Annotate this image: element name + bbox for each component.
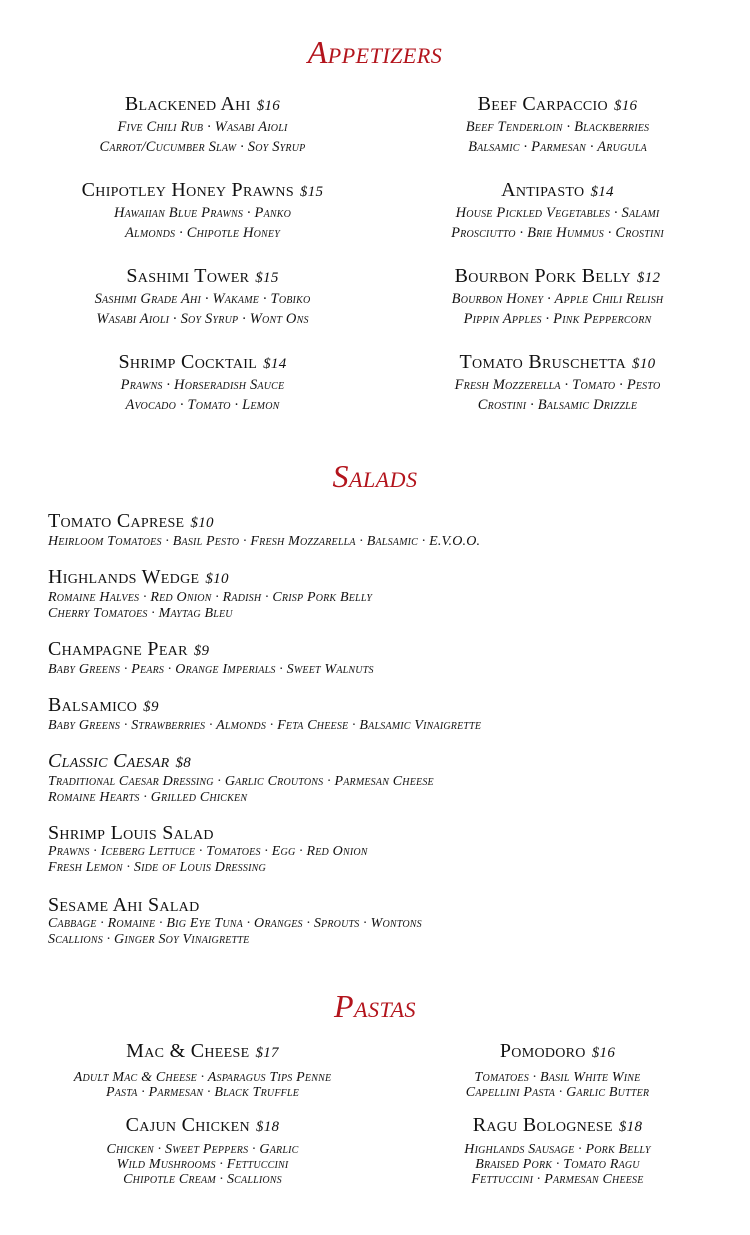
item-name: Sesame Ahi Salad	[48, 894, 200, 916]
item-price: $15	[299, 184, 324, 200]
item-description: Scallions · Ginger Soy Vinaigrette	[48, 932, 250, 947]
item-description: Carrot/Cucumber Slaw · Soy Syrup	[99, 139, 306, 155]
appetizers-heading: Appetizers	[307, 34, 443, 70]
item-price: $10	[190, 515, 214, 531]
item-description: Hawaiian Blue Prawns · Panko	[113, 205, 292, 221]
item-description: Wasabi Aioli · Soy Syrup · Wont Ons	[96, 311, 309, 327]
menu-item	[385, 265, 730, 351]
menu-item	[385, 93, 730, 179]
item-price: $14	[263, 356, 287, 372]
item-description: Avocado · Tomato · Lemon	[125, 397, 280, 413]
menu-item	[30, 1114, 375, 1188]
item-name: Chipotley Honey Prawns $15	[81, 179, 324, 201]
item-name: Tomato Bruschetta $10	[459, 351, 656, 373]
item-price: $18	[618, 1119, 643, 1135]
item-name: Balsamico $9	[48, 694, 159, 716]
item-description: Prawns · Iceberg Lettuce · Tomatoes · Egg · Red Onion	[48, 844, 368, 859]
salads-list	[48, 510, 728, 966]
menu-item	[48, 638, 728, 694]
item-description: Chicken · Sweet Peppers · Garlic	[106, 1142, 299, 1157]
item-name: Blackened Ahi $16	[124, 93, 281, 115]
item-price: $16	[591, 1045, 616, 1061]
item-description: Heirloom Tomatoes · Basil Pesto · Fresh Mozzarella · Balsamic · E.V.O.O.	[48, 534, 481, 549]
item-name: Mac & Cheese $17	[126, 1040, 279, 1062]
item-price: $9	[193, 643, 210, 659]
pastas-left-column	[30, 1040, 375, 1188]
item-description: Cabbage · Romaine · Big Eye Tuna · Oranges · Sprouts · Wontons	[48, 916, 422, 931]
item-name: Sashimi Tower $15	[126, 265, 279, 287]
item-description: Pippin Apples · Pink Peppercorn	[463, 311, 652, 327]
salads-heading: Salads	[332, 458, 418, 494]
item-description: Crostini · Balsamic Drizzle	[477, 397, 638, 413]
item-name: Shrimp Louis Salad	[48, 822, 214, 844]
menu-item	[48, 750, 728, 822]
item-name: Beef Carpaccio $16	[477, 93, 638, 115]
menu-item	[48, 510, 728, 566]
menu-item	[30, 1040, 375, 1114]
item-name: Highlands Wedge $10	[48, 566, 229, 588]
item-description: Wild Mushrooms · Fettuccini	[116, 1157, 289, 1172]
item-name: Bourbon Pork Belly $12	[454, 265, 661, 287]
item-price: $16	[256, 98, 281, 114]
item-description: Sashimi Grade Ahi · Wakame · Tobiko	[94, 291, 311, 307]
menu-item	[385, 179, 730, 265]
item-description: Baby Greens · Pears · Orange Imperials · Sweet Walnuts	[48, 662, 374, 677]
item-description: Tomatoes · Basil White Wine	[474, 1070, 641, 1085]
item-name: Classic Caesar $8	[48, 750, 192, 772]
item-price: $15	[255, 270, 279, 286]
item-description: Almonds · Chipotle Honey	[125, 225, 280, 241]
item-description: Adult Mac & Cheese · Asparagus Tips Penne	[73, 1070, 332, 1085]
item-description: Beef Tenderloin · Blackberries	[465, 119, 650, 135]
item-description: Pasta · Parmesan · Black Truffle	[105, 1085, 300, 1100]
menu-item	[48, 694, 728, 750]
item-price: $16	[613, 98, 638, 114]
appetizers-left-column	[30, 93, 375, 437]
item-name: Champagne Pear $9	[48, 638, 210, 660]
menu-item	[30, 351, 375, 437]
item-description: Highlands Sausage · Pork Belly	[464, 1142, 651, 1157]
item-description: Prawns · Horseradish Sauce	[120, 377, 285, 393]
item-name: Cajun Chicken $18	[125, 1114, 280, 1136]
item-description: Braised Pork · Tomato Ragu	[475, 1157, 640, 1172]
menu-item	[385, 351, 730, 437]
menu-item	[30, 265, 375, 351]
item-description: Fresh Mozzerella · Tomato · Pesto	[454, 377, 661, 393]
pastas-right-column	[385, 1040, 730, 1188]
menu-item	[30, 179, 375, 265]
item-name: Pomodoro $16	[499, 1040, 616, 1062]
menu-item	[385, 1040, 730, 1114]
item-description: Chipotle Cream · Scallions	[123, 1172, 282, 1187]
item-name: Ragu Bolognese $18	[472, 1114, 643, 1136]
item-description: Prosciutto · Brie Hummus · Crostini	[451, 225, 664, 241]
item-price: $12	[636, 270, 661, 286]
menu-item	[48, 894, 728, 966]
item-price: $10	[205, 571, 229, 587]
item-price: $10	[632, 356, 656, 372]
item-description: Fresh Lemon · Side of Louis Dressing	[48, 860, 266, 875]
item-description: Baby Greens · Strawberries · Almonds · Feta Cheese · Balsamic Vinaigrette	[48, 718, 482, 733]
pastas-heading: Pastas	[333, 988, 417, 1024]
menu-item	[48, 566, 728, 638]
item-name: Antipasto $14	[501, 179, 614, 201]
item-price: $8	[175, 755, 192, 771]
menu-item	[385, 1114, 730, 1188]
item-price: $9	[143, 699, 159, 715]
appetizers-right-column	[385, 93, 730, 437]
item-description: Romaine Hearts · Grilled Chicken	[48, 790, 248, 805]
item-description: Cherry Tomatoes · Maytag Bleu	[48, 606, 233, 621]
item-description: Romaine Halves · Red Onion · Radish · Crisp Pork Belly	[48, 590, 373, 605]
item-description: House Pickled Vegetables · Salami	[455, 205, 660, 221]
menu-item	[48, 822, 728, 894]
item-name: Tomato Caprese $10	[48, 510, 214, 532]
menu-item	[30, 93, 375, 179]
item-description: Balsamic · Parmesan · Arugula	[468, 139, 647, 155]
item-price: $17	[255, 1045, 279, 1061]
item-description: Capellini Pasta · Garlic Butter	[465, 1085, 650, 1100]
item-description: Bourbon Honey · Apple Chili Relish	[451, 291, 664, 307]
item-description: Traditional Caesar Dressing · Garlic Croutons · Parmesan Cheese	[48, 774, 434, 789]
item-price: $14	[590, 184, 614, 200]
item-description: Five Chili Rub · Wasabi Aioli	[117, 119, 288, 135]
item-name: Shrimp Cocktail $14	[118, 351, 287, 373]
item-price: $18	[255, 1119, 280, 1135]
item-description: Fettuccini · Parmesan Cheese	[471, 1172, 644, 1187]
